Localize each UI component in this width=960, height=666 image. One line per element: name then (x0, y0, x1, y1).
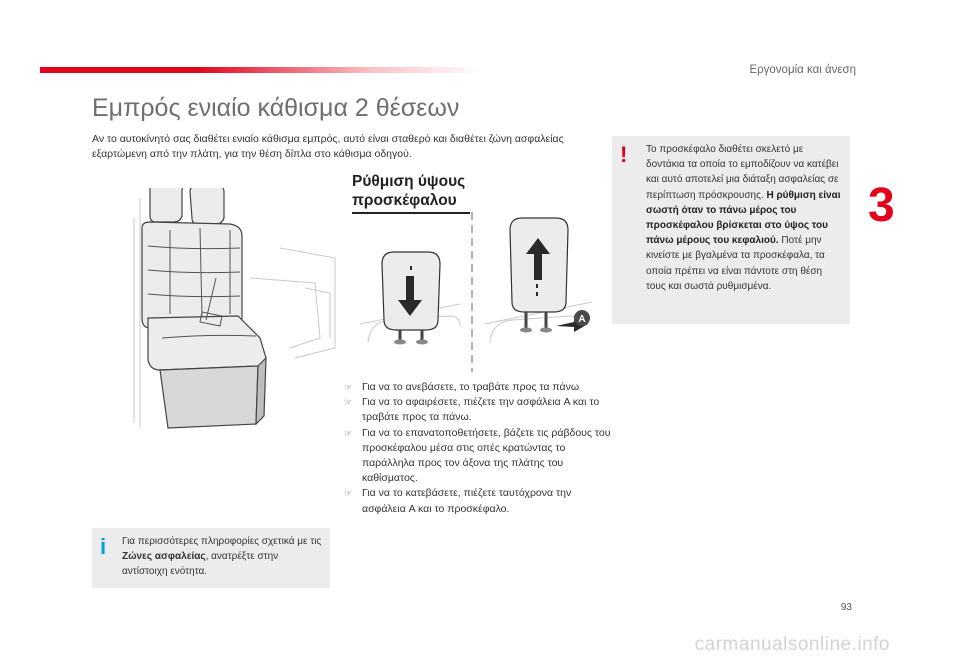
headrest-heading (352, 172, 470, 214)
list-item (344, 486, 612, 516)
label-a: A (578, 314, 586, 325)
headrest-heading-line1: Ρύθμιση ύψους (352, 173, 466, 190)
info-text-after: , ανατρέξτε στην αντίστοιχη ενότητα. (122, 551, 279, 578)
watermark: carmanualsonline.info (694, 634, 890, 655)
info-box (92, 528, 330, 588)
section-title: Εργονομία και άνεση (749, 64, 856, 76)
list-item (344, 426, 612, 487)
pointer-icon: ☞ (344, 397, 353, 408)
info-text-before: Για περισσότερες πληροφορίες σχετικά με τις (122, 536, 322, 547)
list-item-text: Για να το ανεβάσετε, το τραβάτε προς τα πάνω (362, 381, 580, 393)
chapter-number: 3 (868, 179, 895, 232)
info-text (122, 534, 322, 580)
intro-paragraph: Αν το αυτοκίνητό σας διαθέτει ενιαίο κάθισμα εμπρός, αυτό είναι σταθερό και διαθέτει ζώνη ασφαλείας εξαρτώμενη από την πλάτη, για την θέση δίπλα στο κάθισμα οδηγού. (92, 133, 564, 160)
pointer-icon: ☞ (344, 382, 353, 392)
pointer-icon: ☞ (344, 488, 353, 499)
page-number: 93 (840, 602, 852, 613)
bench-seat-illustration (130, 188, 340, 438)
page-title: Εμπρός ενιαίο κάθισμα 2 θέσεων (92, 94, 460, 122)
list-item-text: Για να το κατεβάσετε, πιέζετε ταυτόχρονα την ασφάλεια A και το προσκέφαλο. (362, 487, 572, 515)
warning-text (646, 142, 842, 294)
warning-box (612, 136, 850, 324)
warning-icon: ! (620, 142, 628, 167)
info-link-seatbelts[interactable]: Ζώνες ασφαλείας (122, 551, 206, 563)
headrest-instructions-list (344, 380, 612, 517)
list-item (344, 395, 612, 425)
pointer-icon: ☞ (344, 427, 353, 438)
headrest-adjustment-illustration (360, 212, 600, 372)
list-item-text: Για να το αφαιρέσετε, πιέζετε την ασφάλεια A και το τραβάτε προς τα πάνω. (362, 396, 600, 424)
list-item-text: Για να το επανατοποθετήσετε, βάζετε τις ράβδους του προσκέφαλου μέσα στις οπές κρατώντας το παράλληλα προς τον άξονα της πλάτης του καθίσματος. (362, 426, 611, 485)
list-item (344, 380, 612, 395)
warning-text-part1: Το προσκέφαλο διαθέτει σκελετό με δοντάκια τα οποία το εμποδίζουν να κατέβει και αυτό αποτελεί μια διάταξη ασφαλείας σε περίπτωση πρόσκρουσης. (646, 144, 839, 201)
header-color-bar (40, 67, 480, 73)
info-icon: i (100, 534, 107, 559)
headrest-heading-line2: προσκέφαλου (352, 192, 457, 209)
warning-text-part2: Ποτέ μην κινείστε με βγαλμένα τα προσκέφαλα, τα οποία πρέπει να είναι πάντοτε στη θέση τους και σωστά ρυθμισμένα. (646, 235, 825, 292)
warning-text-bold: Η ρύθμιση είναι σωστή όταν το πάνω μέρος του προσκέφαλου βρίσκεται στο ύψος του πάνω μέρους του κεφαλιού. (646, 189, 841, 247)
